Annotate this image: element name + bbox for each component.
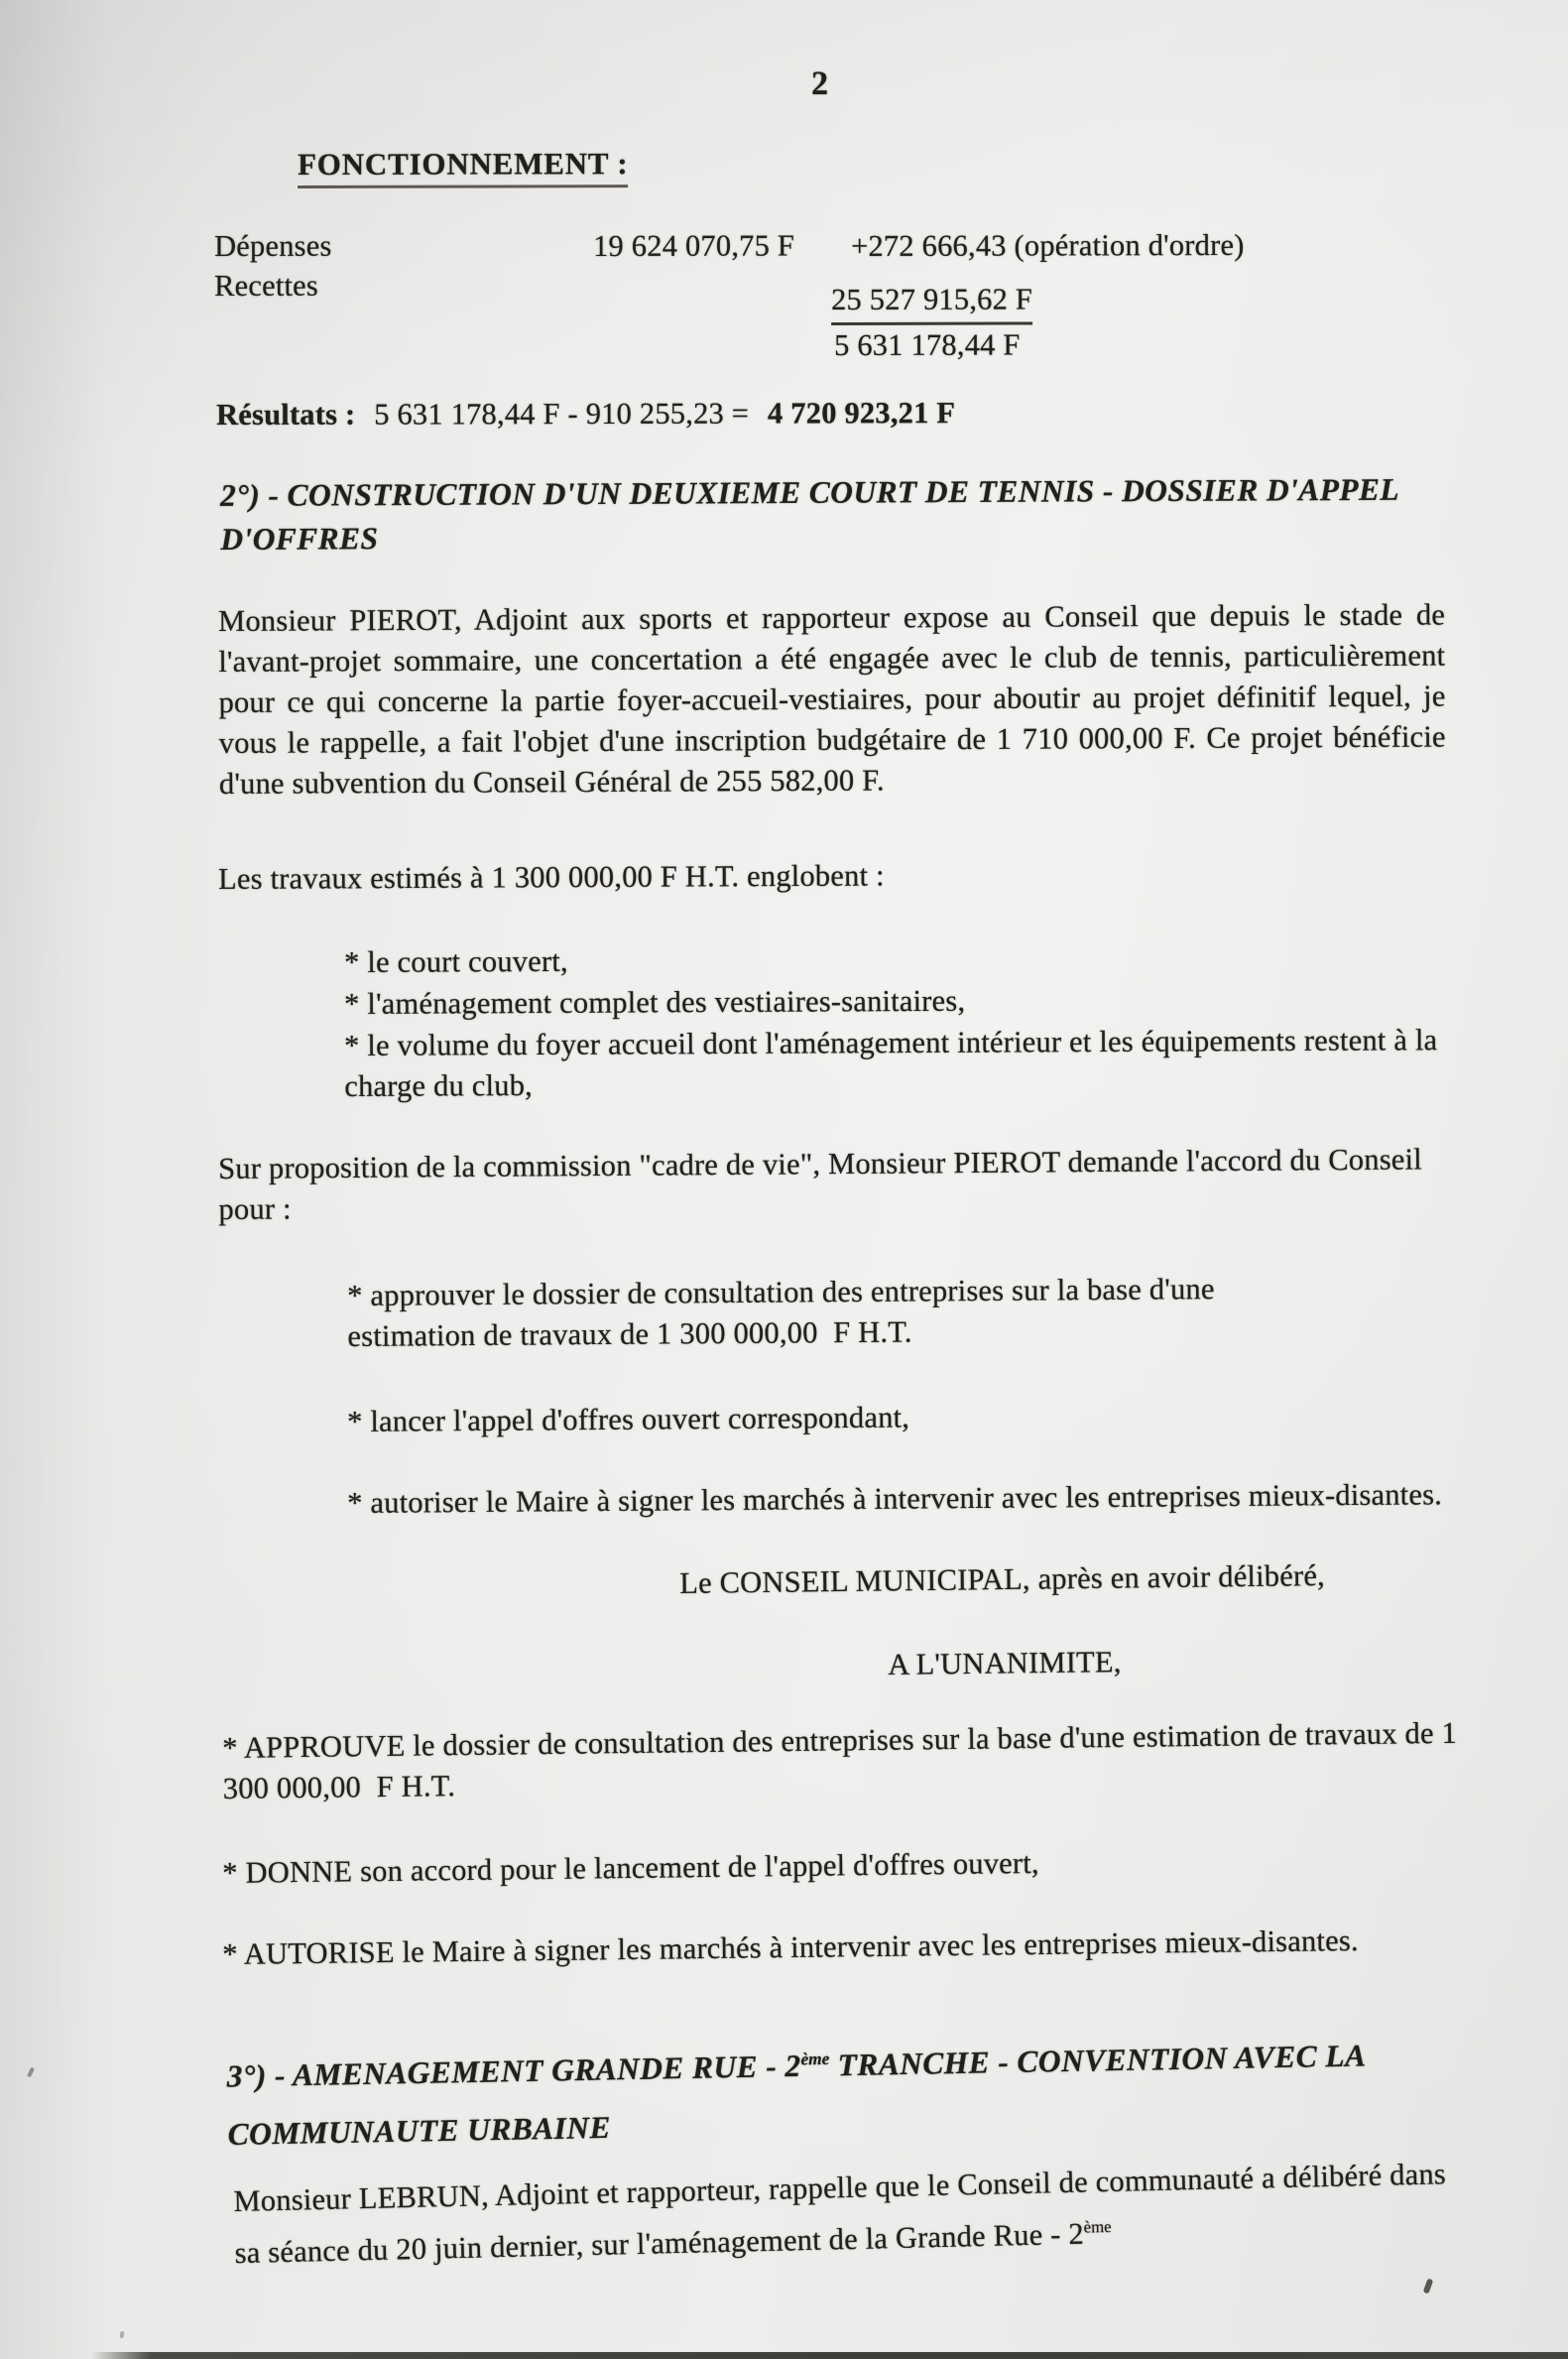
resultats-expression: 5 631 178,44 F - 910 255,23 = — [374, 396, 750, 432]
decision-item: * AUTORISE le Maire à signer les marchés à intervenir avec les entreprises mieux-disantes. — [222, 1924, 1359, 1971]
resultats-label: Résultats : — [216, 397, 356, 432]
section3-paragraph-text: Monsieur LEBRUN, Adjoint et rapporteur, rappelle que le Conseil de communauté a délibéré dans sa séance du 20 juin dernier, sur l'aménagement de la Grande Rue - 2 — [233, 2157, 1447, 2271]
resultats-line — [216, 393, 955, 435]
fonctionnement-heading-wrap — [298, 146, 629, 183]
section3-heading-prefix: 3°) - AMENAGEMENT GRANDE RUE - 2 — [226, 2048, 801, 2094]
section3-heading-suffix: TRANCHE - CONVENTION AVEC LA COMMUNAUTE URBAINE — [227, 2038, 1365, 2152]
demande-item: * autoriser le Maire à signer les marchés à intervenir avec les entreprises mieux-disantes. — [347, 1477, 1443, 1520]
section3-heading-sup: ème — [800, 2049, 830, 2069]
resultats-value: 4 720 923,21 F — [767, 396, 956, 431]
vote-line: A L'UNANIMITE, — [888, 1645, 1122, 1681]
section2-heading: 2°) - CONSTRUCTION D'UN DEUXIEME COURT DE TENNIS - DOSSIER D'APPEL D'OFFRES — [220, 471, 1398, 557]
travaux-item: * le court couvert, — [344, 943, 568, 979]
proposition-paragraph: Sur proposition de la commission "cadre de vie", Monsieur PIEROT demande l'accord du Conseil pour : — [218, 1142, 1423, 1226]
travaux-item: * le volume du foyer accueil dont l'aménagement intérieur et les équipements restent à la charge du club, — [344, 1023, 1438, 1103]
page-number: 2 — [811, 64, 829, 102]
depenses-amount: 19 624 070,75 F — [593, 228, 795, 263]
ink-speck — [119, 2331, 124, 2339]
depenses-label: Dépenses — [214, 228, 332, 263]
decision-item: * DONNE son accord pour le lancement de l'appel d'offres ouvert, — [222, 1845, 1039, 1890]
decision-item: * APPROUVE le dossier de consultation des entreprises sur la base d'une estimation de travaux de 1 300 000,00 F H.T. — [222, 1715, 1466, 1805]
fonctionnement-heading: FONCTIONNEMENT : — [298, 146, 629, 188]
travaux-item: * l'aménagement complet des vestiaires-sanitaires, — [344, 983, 966, 1021]
travaux-intro: Les travaux estimés à 1 300 000,00 F H.T. englobent : — [218, 858, 885, 896]
depenses-operation: +272 666,43 (opération d'ordre) — [851, 227, 1245, 263]
solde-amount: 5 631 178,44 F — [834, 327, 1021, 362]
recettes-amount: 25 527 915,62 F — [831, 279, 1032, 325]
section3-paragraph-sup: ème — [1083, 2216, 1112, 2237]
scan-bottom-edge — [91, 2352, 1568, 2359]
section3-paragraph — [233, 2151, 1480, 2277]
ink-speck — [27, 2067, 35, 2078]
recettes-label: Recettes — [214, 268, 319, 303]
section2-intro-paragraph: Monsieur PIEROT, Adjoint aux sports et rapporteur expose au Conseil que depuis le stade de l'avant-projet sommaire, une concertation a été engagée avec le club de tennis, particulièrement pour ce qui concerne la partie foyer-accueil-vestiaires, pour aboutir au projet définitif lequel, je vous le rappelle, a fait l'objet d'une inscription budgétaire de 1 710 000,00 F. Ce projet bénéficie d'une subvention du Conseil Général de 255 582,00 F. — [218, 597, 1446, 801]
demande-item: * lancer l'appel d'offres ouvert correspondant, — [347, 1400, 910, 1438]
demande-item: * approuver le dossier de consultation des entreprises sur la base d'une estimation de travaux de 1 300 000,00 F H.T. — [347, 1272, 1223, 1353]
deliberation-line: Le CONSEIL MUNICIPAL, après en avoir délibéré, — [679, 1558, 1326, 1600]
ink-speck — [1423, 2278, 1434, 2294]
section3-heading — [226, 2019, 1468, 2163]
recettes-amount-wrap — [831, 279, 1032, 325]
